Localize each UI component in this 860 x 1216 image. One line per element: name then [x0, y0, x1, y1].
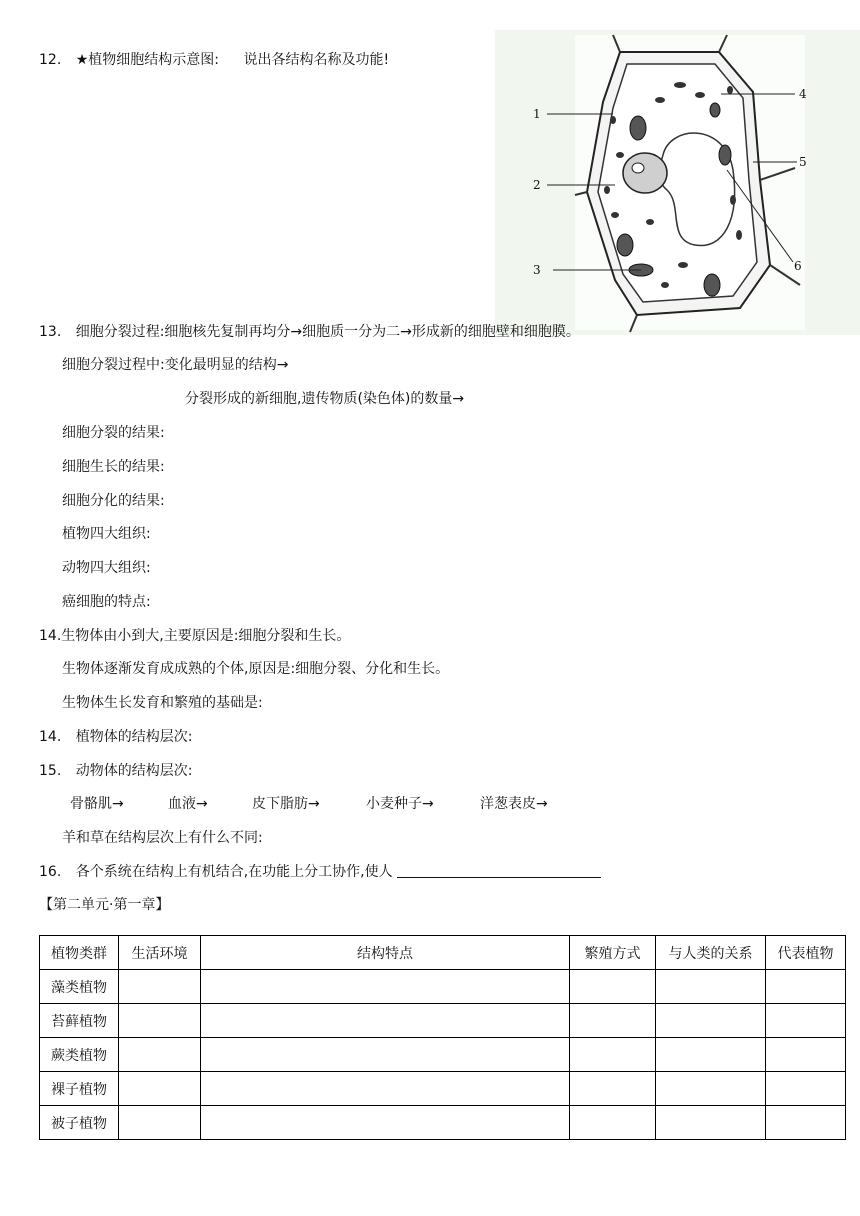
q16-line — [39, 862, 601, 882]
row-label-algae: 藻类植物 — [40, 970, 119, 1004]
table-cell[interactable] — [570, 1004, 656, 1038]
header-plant-group: 植物类群 — [40, 936, 119, 970]
table-row — [40, 1004, 846, 1038]
q15-number: 15. — [39, 763, 62, 779]
header-human-relation: 与人类的关系 — [656, 936, 766, 970]
table-header-row — [40, 936, 846, 970]
plant-cell-svg — [495, 30, 860, 335]
header-habitat: 生活环境 — [119, 936, 201, 970]
table-cell[interactable] — [766, 970, 846, 1004]
table-cell[interactable] — [766, 1038, 846, 1072]
q14a-line-2: 生物体生长发育和繁殖的基础是: — [62, 695, 263, 711]
q14b-number: 14. — [39, 729, 62, 745]
table-cell[interactable] — [766, 1072, 846, 1106]
q13-line-6: 植物四大组织: — [62, 526, 151, 542]
table-row — [40, 1038, 846, 1072]
table-cell[interactable] — [201, 1106, 570, 1140]
diagram-label-2: 2 — [533, 178, 541, 192]
row-label-moss: 苔藓植物 — [40, 1004, 119, 1038]
q13-line-3: 细胞分裂的结果: — [62, 425, 165, 441]
table-cell[interactable] — [766, 1106, 846, 1140]
table-cell[interactable] — [570, 970, 656, 1004]
q13-line-2: 分裂形成的新细胞,遗传物质(染色体)的数量→ — [185, 391, 465, 407]
q12-title: ★植物细胞结构示意图: — [75, 52, 219, 68]
q13-line — [39, 322, 580, 342]
table-cell[interactable] — [656, 970, 766, 1004]
table-row — [40, 1106, 846, 1140]
q16-number: 16. — [39, 864, 62, 880]
q14a-line-1: 生物体逐渐发育成成熟的个体,原因是:细胞分裂、分化和生长。 — [62, 661, 450, 677]
table-cell[interactable] — [570, 1038, 656, 1072]
section-title: 【第二单元·第一章】 — [39, 897, 170, 913]
q15-item-3: 皮下脂肪→ — [252, 796, 320, 812]
table-cell[interactable] — [201, 1004, 570, 1038]
table-cell[interactable] — [656, 1072, 766, 1106]
q16-text: 各个系统在结构上有机结合,在功能上分工协作,使人 — [75, 864, 393, 880]
header-structure: 结构特点 — [201, 936, 570, 970]
q15-item-4: 小麦种子→ — [366, 796, 434, 812]
table-cell[interactable] — [570, 1072, 656, 1106]
table-cell[interactable] — [656, 1106, 766, 1140]
diagram-label-4: 4 — [799, 87, 807, 101]
q13-line-1: 细胞分裂过程中:变化最明显的结构→ — [62, 357, 289, 373]
q13-number: 13. — [39, 324, 62, 340]
table-row — [40, 970, 846, 1004]
q15-question: 羊和草在结构层次上有什么不同: — [62, 830, 263, 846]
table-cell[interactable] — [119, 1004, 201, 1038]
q14b-line — [39, 727, 192, 747]
table-cell[interactable] — [201, 1072, 570, 1106]
plant-groups-table — [39, 935, 846, 1140]
table-cell[interactable] — [766, 1004, 846, 1038]
q14a-text: 14.生物体由小到大,主要原因是:细胞分裂和生长。 — [39, 628, 351, 644]
table-cell[interactable] — [570, 1106, 656, 1140]
q15-line — [39, 761, 192, 781]
table-cell[interactable] — [119, 970, 201, 1004]
table-cell[interactable] — [201, 1038, 570, 1072]
q15-item-2: 血液→ — [168, 796, 208, 812]
q12-number: 12. — [39, 52, 62, 68]
table-cell[interactable] — [656, 1038, 766, 1072]
table-cell[interactable] — [119, 1106, 201, 1140]
diagram-label-6: 6 — [794, 259, 802, 273]
table-row — [40, 1072, 846, 1106]
q13-line-5: 细胞分化的结果: — [62, 493, 165, 509]
q12-line — [39, 50, 389, 70]
diagram-label-1: 1 — [533, 107, 541, 121]
plant-cell-diagram — [495, 30, 860, 335]
q15-item-5: 洋葱表皮→ — [480, 796, 548, 812]
q16-answer-blank[interactable] — [397, 862, 601, 878]
table-cell[interactable] — [119, 1038, 201, 1072]
row-label-fern: 蕨类植物 — [40, 1038, 119, 1072]
q12-instruction: 说出各结构名称及功能! — [243, 52, 390, 68]
table-cell[interactable] — [201, 970, 570, 1004]
q13-line-4: 细胞生长的结果: — [62, 459, 165, 475]
row-label-gymnosperm: 裸子植物 — [40, 1072, 119, 1106]
q13-text: 细胞分裂过程:细胞核先复制再均分→细胞质一分为二→形成新的细胞壁和细胞膜。 — [75, 324, 580, 340]
table-cell[interactable] — [119, 1072, 201, 1106]
diagram-label-3: 3 — [533, 263, 541, 277]
header-representative: 代表植物 — [766, 936, 846, 970]
q15-item-1: 骨骼肌→ — [70, 796, 124, 812]
row-label-angiosperm: 被子植物 — [40, 1106, 119, 1140]
diagram-label-5: 5 — [799, 155, 807, 169]
q14b-text: 植物体的结构层次: — [75, 729, 193, 745]
q13-line-8: 癌细胞的特点: — [62, 594, 151, 610]
q13-line-7: 动物四大组织: — [62, 560, 151, 576]
table-cell[interactable] — [656, 1004, 766, 1038]
q15-text: 动物体的结构层次: — [75, 763, 193, 779]
header-reproduction: 繁殖方式 — [570, 936, 656, 970]
